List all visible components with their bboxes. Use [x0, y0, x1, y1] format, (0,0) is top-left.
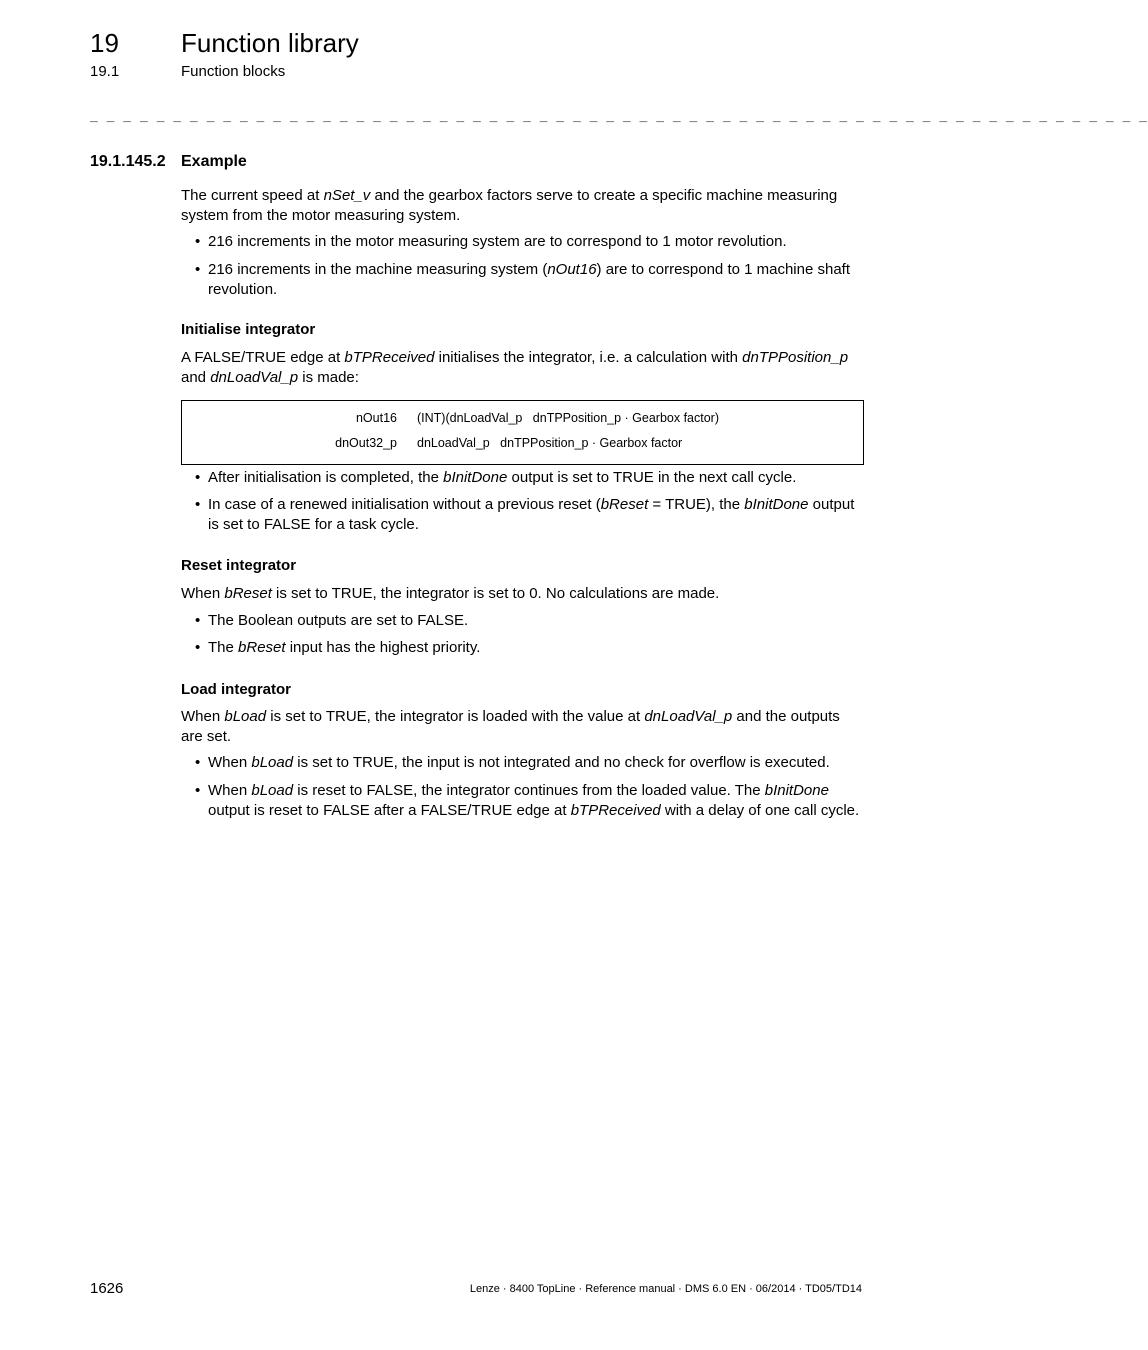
section-number: 19.1 — [90, 63, 120, 80]
var-dntpposition-p: dnTPPosition_p — [742, 349, 849, 366]
text: The — [208, 639, 239, 656]
text: 216 increments in the machine measuring system ( — [208, 261, 548, 278]
text: initialises the integrator, i.e. a calculation with — [434, 349, 743, 366]
var-btpreceived: bTPReceived — [344, 349, 435, 366]
text: output is set to TRUE in the next call cycle. — [507, 469, 797, 486]
text: and the gearbox factors serve to create a specific machine measuring system from the motor measuring system. — [181, 187, 838, 224]
formula-box — [181, 400, 864, 465]
text: with a delay of one call cycle. — [660, 801, 860, 819]
text: When — [208, 754, 252, 771]
bullet-icon: • — [195, 233, 201, 250]
bullet-text — [208, 781, 864, 820]
bullet-icon: • — [195, 754, 201, 771]
formula-row2-lhs: dnOut32_p — [335, 436, 397, 450]
chapter-title: Function library — [181, 28, 359, 58]
page-number: 1626 — [90, 1280, 124, 1297]
bullet-text — [208, 260, 864, 299]
bullet-text — [208, 468, 864, 488]
text: The current speed at — [181, 187, 324, 204]
intro-paragraph — [181, 186, 865, 225]
text: When — [181, 708, 225, 725]
text: is reset to FALSE, the integrator continues from the loaded value. The — [293, 782, 765, 799]
text: When — [181, 585, 225, 602]
var-breset: bReset — [600, 496, 649, 513]
bullet-icon: • — [195, 612, 201, 629]
text: input has the highest priority. — [285, 639, 481, 656]
var-dnloadval-p: dnLoadVal_p — [210, 368, 299, 386]
bullet-icon: • — [195, 469, 201, 486]
init-paragraph — [181, 348, 865, 387]
var-binitdone: bInitDone — [764, 782, 829, 799]
text: A FALSE/TRUE edge at — [181, 349, 345, 366]
bullet-text — [208, 495, 864, 534]
subsection-heading — [90, 153, 247, 171]
var-breset: bReset — [238, 639, 286, 656]
text: is set to TRUE, the integrator is set to 0. No calculations are made. — [271, 585, 720, 602]
bullet-icon: • — [195, 496, 201, 513]
formula-row1-lhs: nOut16 — [355, 411, 397, 425]
var-binitdone: bInitDone — [744, 496, 809, 513]
chapter-number: 19 — [90, 28, 119, 58]
bullet-text — [208, 753, 864, 773]
footer-info: Lenze · 8400 TopLine · Reference manual · DMS 6.0 EN · 06/2014 · TD05/TD14 — [469, 1283, 862, 1295]
var-nset-v: nSet_v — [323, 187, 371, 204]
formula-row2-rhs: dnLoadVal_p dnTPPosition_p · Gearbox factor — [417, 436, 683, 450]
bullet-text — [208, 638, 864, 658]
var-bload: bLoad — [251, 782, 294, 799]
text: is set to TRUE, the integrator is loaded with the value at — [266, 708, 645, 725]
var-btpreceived: bTPReceived — [570, 801, 661, 819]
var-bload: bLoad — [224, 708, 267, 725]
var-breset: bReset — [224, 585, 272, 602]
text: and the outputs are set. — [181, 708, 840, 745]
text: In case of a renewed initialisation without a previous reset ( — [208, 496, 601, 513]
load-paragraph — [181, 707, 865, 746]
text: ) are to correspond to 1 machine shaft revolution. — [208, 261, 851, 298]
text: is made: — [298, 368, 359, 386]
var-dnloadval-p: dnLoadVal_p — [644, 708, 733, 725]
section-title: Function blocks — [181, 63, 286, 80]
text: After initialisation is completed, the — [208, 469, 444, 486]
init-heading: Initialise integrator — [181, 321, 316, 338]
text: When — [208, 782, 252, 799]
var-binitdone: bInitDone — [443, 469, 508, 486]
bullet-icon: • — [195, 782, 201, 799]
text: = TRUE), the — [648, 496, 745, 513]
load-heading: Load integrator — [181, 681, 292, 698]
var-nout16: nOut16 — [547, 261, 597, 278]
formula-row1-rhs: (INT)(dnLoadVal_p dnTPPosition_p · Gearbox factor) — [417, 411, 719, 425]
text: is set to TRUE, the input is not integrated and no check for overflow is executed. — [293, 754, 830, 771]
text: and — [181, 368, 211, 386]
header-rule: _ _ _ _ _ _ _ _ _ _ _ _ _ _ _ _ _ _ _ _ _ _ _ _ _ _ _ _ _ _ _ _ _ _ _ _ _ _ _ _ _ _ _ _ _ _ _ _ _ _ _ _ _ _ _ _ _ _ _ _ _ _ _ _ — [90, 108, 1148, 123]
bullet-text: 216 increments in the motor measuring system are to correspond to 1 motor revolution. — [208, 233, 787, 250]
bullet-icon: • — [195, 261, 201, 278]
reset-heading: Reset integrator — [181, 557, 297, 574]
bullet-icon: • — [195, 639, 201, 656]
text: output is reset to FALSE after a FALSE/TRUE edge at — [208, 801, 571, 819]
reset-paragraph — [181, 584, 865, 604]
var-bload: bLoad — [251, 754, 294, 771]
subsection-title: Example — [181, 153, 247, 170]
bullet-text: The Boolean outputs are set to FALSE. — [208, 612, 469, 629]
text: output is set to FALSE for a task cycle. — [208, 496, 855, 533]
subsection-number: 19.1.145.2 — [90, 153, 166, 170]
